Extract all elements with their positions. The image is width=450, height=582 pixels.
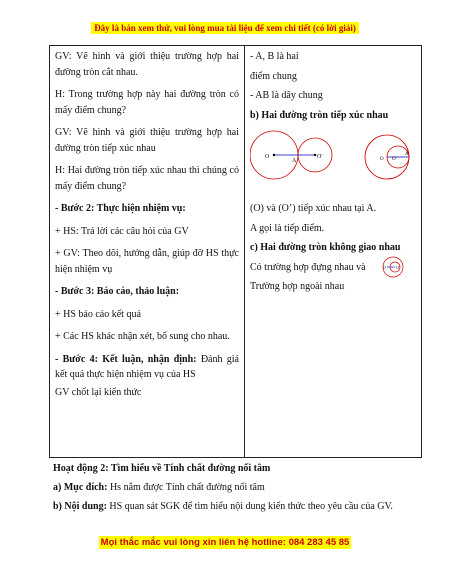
paragraph: Có trường hợp đựng nhau và <box>250 261 366 273</box>
tangent-circles-diagram <box>250 129 410 187</box>
aim-label: a) Mục đích: <box>53 482 108 493</box>
paragraph: GV: Vẽ hình và giới thiệu trường hợp hai đường tròn cắt nhau. <box>55 51 239 78</box>
paragraph: Trường hợp ngoài nhau <box>250 281 345 292</box>
content-label: b) Nội dung: <box>53 501 107 512</box>
preview-banner <box>0 22 450 34</box>
tangent-circles-figure <box>250 129 416 187</box>
heading-non-intersecting-circles: c) Hai đường tròn không giao nhau <box>250 242 401 253</box>
paragraph: H: Trong trường hợp này hai đường tròn có mấy điểm chung? <box>55 89 239 116</box>
paragraph: GV: Vẽ hình và giới thiệu trường hợp hai đường tròn tiếp xúc nhau <box>55 127 239 154</box>
paragraph: - A, B là hai <box>250 51 299 62</box>
label-a-internal: A <box>405 152 409 157</box>
aim-text: Hs nắm được Tính chất đường nối tâm <box>107 482 265 493</box>
hotline-footer <box>0 537 450 548</box>
step-3-title: - Bước 3: Báo cáo, thảo luận: <box>55 286 180 297</box>
nested-circles-row <box>250 260 416 276</box>
teacher-student-activity-column <box>50 46 245 458</box>
paragraph: + HS báo cáo kết quả <box>55 308 141 320</box>
label-o-prime: O' <box>317 154 323 160</box>
paragraph: GV chốt lại kiến thức <box>55 386 142 398</box>
paragraph: H: Hai đường tròn tiếp xúc nhau thì chúng có mấy điểm chung? <box>55 165 239 192</box>
content-column <box>245 46 422 458</box>
hotline-text: Mọi thắc mắc vui lòng xin liên hệ hotline: 084 283 45 85 <box>100 537 350 548</box>
aim-line <box>53 480 405 496</box>
step-4-paragraph <box>55 352 239 383</box>
paragraph: điểm chung <box>250 70 297 82</box>
paragraph: + GV: Theo dõi, hướng dẫn, giúp đỡ HS thực hiện nhiệm vụ <box>55 248 239 275</box>
step-2-title: - Bước 2: Thực hiện nhiệm vụ: <box>55 203 186 214</box>
label-o: O <box>265 154 270 160</box>
paragraph: + Các HS khác nhận xét, bổ sung cho nhau. <box>55 331 230 342</box>
center-o-prime-dot <box>314 154 316 156</box>
label-a: A <box>292 158 297 164</box>
content-line <box>53 499 405 515</box>
preview-banner-text: Đây là bản xem thử, vui lòng mua tài liệu để xem chi tiết (có lời giải) <box>91 22 359 34</box>
step-4-title: - Bước 4: Kết luận, nhận định: <box>55 353 197 365</box>
label-o-internal: O <box>380 157 384 162</box>
content-text: HS quan sát SGK để tìm hiểu nội dung kiến thức theo yêu cầu của GV. <box>106 501 393 512</box>
center-o-dot <box>273 154 275 156</box>
step-4-text: Đánh giá kết quả thực hiện nhiệm vụ của HS <box>55 353 239 380</box>
nested-circles-diagram <box>378 256 408 278</box>
paragraph: A gọi là tiếp điểm. <box>250 222 325 234</box>
paragraph: + HS: Trả lời các câu hỏi của GV <box>55 225 189 237</box>
lesson-table <box>49 45 422 458</box>
paragraph: (O) và (O’) tiếp xúc nhau tại A. <box>250 203 377 214</box>
label-o-prime-internal: O' <box>392 157 397 162</box>
label-o-prime: O' <box>396 264 400 270</box>
paragraph: - AB là dây chung <box>250 90 323 101</box>
label-o: O <box>383 264 386 270</box>
activity-title: Hoạt động 2: Tìm hiểu về Tính chất đường nối tâm <box>53 463 271 474</box>
heading-tangent-circles: b) Hai đường tròn tiếp xúc nhau <box>250 109 389 121</box>
